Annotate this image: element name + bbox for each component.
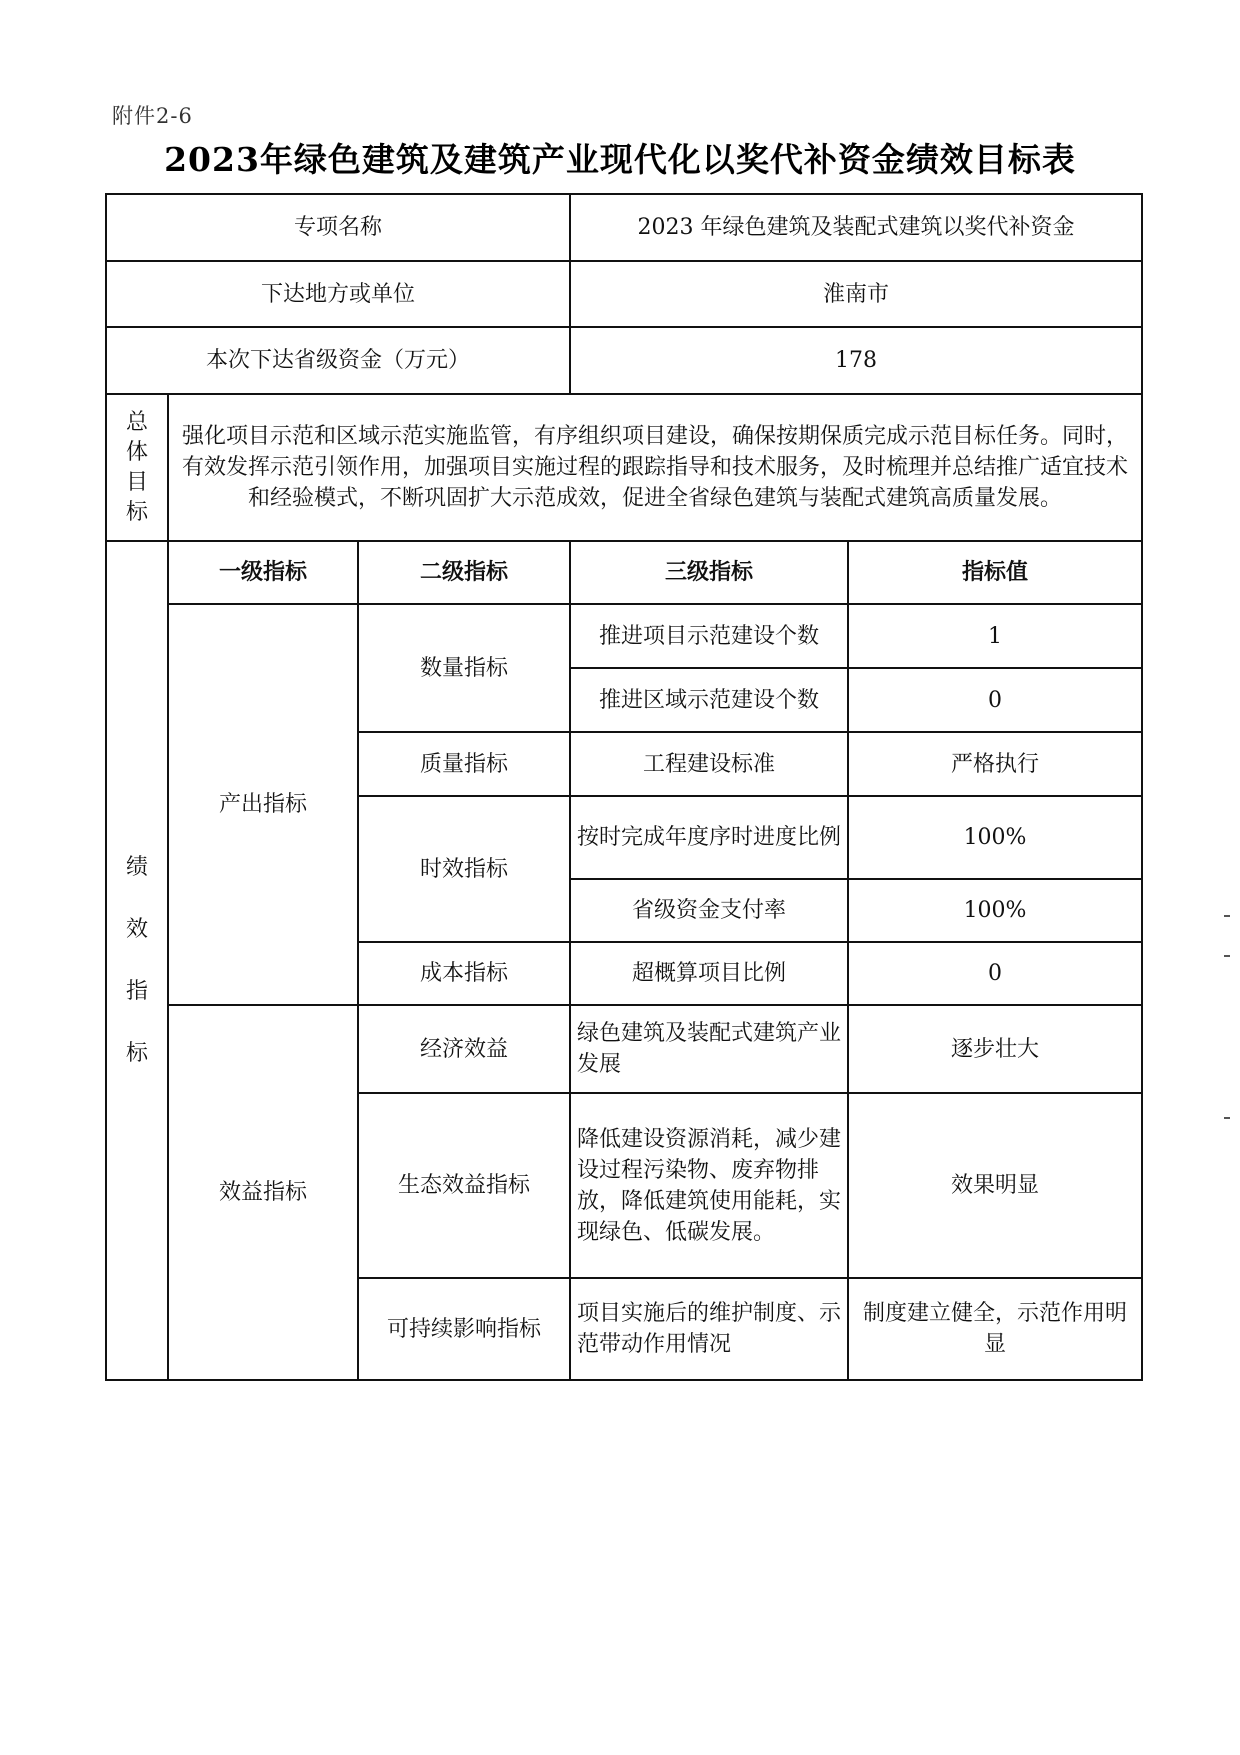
performance-indicator-label bbox=[106, 541, 168, 1380]
overall-goal-label bbox=[106, 394, 168, 541]
benefit-indicator-label: 效益指标 bbox=[168, 1005, 358, 1380]
margin-mark bbox=[1224, 1117, 1230, 1119]
overall-goal-row bbox=[106, 394, 1142, 541]
sustainable-impact-label: 可持续影响指标 bbox=[358, 1278, 570, 1380]
value-cell: 制度建立健全，示范作用明显 bbox=[848, 1278, 1142, 1380]
level3-cell: 省级资金支付率 bbox=[570, 879, 848, 942]
table-row bbox=[106, 604, 1142, 668]
value-cell: 1 bbox=[848, 604, 1142, 668]
value-cell: 严格执行 bbox=[848, 732, 1142, 796]
margin-mark bbox=[1224, 915, 1230, 917]
level3-cell: 推进项目示范建设个数 bbox=[570, 604, 848, 668]
project-name-value: 2023 年绿色建筑及装配式建筑以奖代补资金 bbox=[570, 194, 1142, 261]
funding-value: 178 bbox=[570, 327, 1142, 394]
project-name-label: 专项名称 bbox=[106, 194, 570, 261]
overall-goal-label-text: 总体目标 bbox=[125, 409, 148, 525]
quality-indicator-label: 质量指标 bbox=[358, 732, 570, 796]
indicator-header-row bbox=[106, 541, 1142, 604]
overall-goal-text: 强化项目示范和区域示范实施监管，有序组织项目建设，确保按期保质完成示范目标任务。同时，有效发挥示范引领作用，加强项目实施过程的跟踪指导和技术服务，及时梳理并总结推广适宜技术和经验模式，不断巩固扩大示范成效，促进全省绿色建筑与装配式建筑高质量发展。 bbox=[168, 394, 1142, 541]
recipient-value: 淮南市 bbox=[570, 261, 1142, 327]
quantity-indicator-label: 数量指标 bbox=[358, 604, 570, 732]
attachment-label: 附件2-6 bbox=[112, 104, 193, 128]
table-row bbox=[106, 1005, 1142, 1093]
value-cell: 0 bbox=[848, 942, 1142, 1005]
margin-mark bbox=[1224, 955, 1230, 957]
header-value: 指标值 bbox=[848, 541, 1142, 604]
value-cell: 逐步壮大 bbox=[848, 1005, 1142, 1093]
level3-cell: 推进区域示范建设个数 bbox=[570, 668, 848, 732]
economic-benefit-label: 经济效益 bbox=[358, 1005, 570, 1093]
level3-cell: 项目实施后的维护制度、示范带动作用情况 bbox=[570, 1278, 848, 1380]
header-level1: 一级指标 bbox=[168, 541, 358, 604]
info-row-project-name bbox=[106, 194, 1142, 261]
timeliness-indicator-label: 时效指标 bbox=[358, 796, 570, 942]
level3-cell: 按时完成年度序时进度比例 bbox=[570, 796, 848, 879]
value-cell: 效果明显 bbox=[848, 1093, 1142, 1278]
header-level2: 二级指标 bbox=[358, 541, 570, 604]
performance-target-table bbox=[105, 193, 1143, 1381]
ecological-benefit-label: 生态效益指标 bbox=[358, 1093, 570, 1278]
level3-cell: 工程建设标准 bbox=[570, 732, 848, 796]
level3-cell: 超概算项目比例 bbox=[570, 942, 848, 1005]
header-level3: 三级指标 bbox=[570, 541, 848, 604]
level3-cell: 降低建设资源消耗，减少建设过程污染物、废弃物排放，降低建筑使用能耗，实现绿色、低碳发展。 bbox=[570, 1093, 848, 1278]
cost-indicator-label: 成本指标 bbox=[358, 942, 570, 1005]
performance-indicator-label-text: 绩效指标 bbox=[125, 854, 148, 1066]
recipient-label: 下达地方或单位 bbox=[106, 261, 570, 327]
value-cell: 0 bbox=[848, 668, 1142, 732]
output-indicator-label: 产出指标 bbox=[168, 604, 358, 1005]
info-row-funding bbox=[106, 327, 1142, 394]
document-title: 2023年绿色建筑及建筑产业现代化以奖代补资金绩效目标表 bbox=[164, 140, 1076, 179]
level3-cell: 绿色建筑及装配式建筑产业发展 bbox=[570, 1005, 848, 1093]
value-cell: 100% bbox=[848, 879, 1142, 942]
info-row-recipient bbox=[106, 261, 1142, 327]
value-cell: 100% bbox=[848, 796, 1142, 879]
funding-label: 本次下达省级资金（万元） bbox=[106, 327, 570, 394]
